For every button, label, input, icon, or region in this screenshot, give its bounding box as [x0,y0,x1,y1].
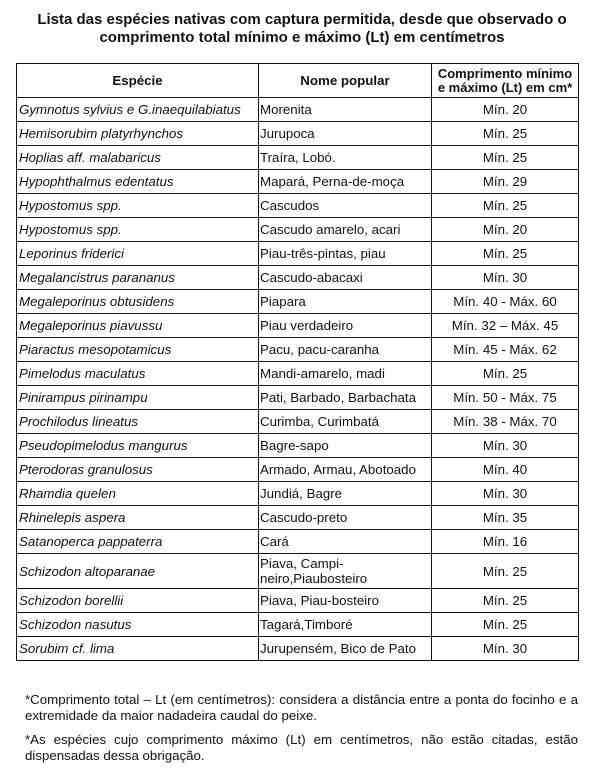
common-name-cell: Curimba, Curimbatá [259,410,432,434]
common-name-cell: Piau-três-pintas, piau [259,242,432,266]
common-name-cell: Jurupensém, Bico de Pato [259,637,432,661]
table-row [17,266,579,290]
species-cell: Megaleporinus obtusidens [17,290,259,314]
species-cell: Leporinus friderici [17,242,259,266]
table-row [17,242,579,266]
footnote-exemption: *As espécies cujo comprimento máximo (Lt) em centímetros, não estão citadas, estão dispensadas dessa obrigação. [25,732,578,763]
species-cell: Rhamdia quelen [17,482,259,506]
common-name-cell: Cará [259,530,432,554]
common-name-cell: Piava, Piau-bosteiro [259,589,432,613]
table-row [17,482,579,506]
species-cell: Hypostomus spp. [17,194,259,218]
header-common-name: Nome popular [259,64,432,98]
species-cell: Satanoperca pappaterra [17,530,259,554]
table-row [17,613,579,637]
species-cell: Piaractus mesopotamicus [17,338,259,362]
length-cell: Mín. 25 [432,589,579,613]
length-cell: Mín. 25 [432,194,579,218]
length-cell: Mín. 25 [432,242,579,266]
table-row [17,637,579,661]
table-row [17,218,579,242]
table-row [17,434,579,458]
length-cell: Mín. 30 [432,266,579,290]
table-row [17,338,579,362]
common-name-cell: Piapara [259,290,432,314]
header-length-line-2: e máximo (Lt) em cm* [437,79,573,95]
length-cell: Mín. 29 [432,170,579,194]
table-row [17,98,579,122]
common-name-cell: Tagará,Timboré [259,613,432,637]
species-cell: Hemisorubim platyrhynchos [17,122,259,146]
common-name-cell: Cascudos [259,194,432,218]
common-name-cell: Cascudo amarelo, acari [259,218,432,242]
footnotes [25,692,578,772]
common-name-line-2: neiro,Piaubosteiro [260,571,368,586]
common-name-cell [259,554,432,589]
length-cell: Mín. 45 - Máx. 62 [432,338,579,362]
common-name-cell: Traíra, Lobó. [259,146,432,170]
length-cell: Mín. 25 [432,146,579,170]
length-cell: Mín. 40 - Máx. 60 [432,290,579,314]
common-name-cell: Armado, Armau, Abotoado [259,458,432,482]
table-row [17,458,579,482]
header-length-line-1: Comprimento mínimo [437,65,573,81]
length-cell: Mín. 30 [432,637,579,661]
species-cell: Megalancistrus parananus [17,266,259,290]
species-cell: Schizodon nasutus [17,613,259,637]
length-cell: Mín. 30 [432,482,579,506]
common-name-line-1: Piava, Campi- [260,556,344,571]
species-cell: Prochilodus lineatus [17,410,259,434]
common-name-cell: Pati, Barbado, Barbachata [259,386,432,410]
table-row [17,530,579,554]
table-row [17,290,579,314]
common-name-cell: Mandi-amarelo, madi [259,362,432,386]
common-name-cell: Piau verdadeiro [259,314,432,338]
table-row [17,589,579,613]
table-header-row [17,64,579,98]
table-row [17,506,579,530]
document-title [0,11,604,47]
table-row [17,362,579,386]
species-cell: Hoplias aff. malabaricus [17,146,259,170]
common-name-cell: Mapará, Perna-de-moça [259,170,432,194]
species-cell: Pterodoras granulosus [17,458,259,482]
header-species: Espécie [17,64,259,98]
species-cell: Pseudopimelodus mangurus [17,434,259,458]
common-name-cell: Cascudo-abacaxi [259,266,432,290]
length-cell: Mín. 35 [432,506,579,530]
length-cell: Mín. 25 [432,362,579,386]
length-cell: Mín. 16 [432,530,579,554]
length-cell: Mín. 25 [432,122,579,146]
common-name-cell: Pacu, pacu-caranha [259,338,432,362]
title-line-1: Lista das espécies nativas com captura permitida, desde que observado o [37,11,567,28]
table-row [17,170,579,194]
length-cell: Mín. 25 [432,613,579,637]
length-cell: Mín. 30 [432,434,579,458]
length-cell: Mín. 20 [432,218,579,242]
title-line-2: comprimento total mínimo e máximo (Lt) em centímetros [99,29,505,46]
common-name-cell: Cascudo-preto [259,506,432,530]
length-cell: Mín. 40 [432,458,579,482]
common-name-cell: Jundiá, Bagre [259,482,432,506]
species-cell: Megaleporinus piavussu [17,314,259,338]
species-cell: Sorubim cf. lima [17,637,259,661]
common-name-cell: Jurupoca [259,122,432,146]
header-length [432,64,579,98]
footnote-total-length: *Comprimento total – Lt (em centímetros): considera a distância entre a ponta do focinho e a extremidade da maior nadadeira caudal do peixe. [25,692,578,723]
table-row [17,194,579,218]
length-cell: Mín. 38 - Máx. 70 [432,410,579,434]
species-cell: Schizodon borellii [17,589,259,613]
table-row [17,386,579,410]
common-name-cell: Morenita [259,98,432,122]
species-cell: Rhinelepis aspera [17,506,259,530]
species-cell: Schizodon altoparanae [17,554,259,589]
species-table [16,63,579,661]
length-cell: Mín. 25 [432,554,579,589]
length-cell: Mín. 50 - Máx. 75 [432,386,579,410]
length-cell: Mín. 20 [432,98,579,122]
common-name-cell: Bagre-sapo [259,434,432,458]
species-cell: Hypophthalmus edentatus [17,170,259,194]
species-cell: Hypostomus spp. [17,218,259,242]
species-cell: Pinirampus pirinampu [17,386,259,410]
species-cell: Gymnotus sylvius e G.inaequilabiatus [17,98,259,122]
table-row [17,146,579,170]
table-row [17,554,579,589]
species-cell: Pimelodus maculatus [17,362,259,386]
table-row [17,410,579,434]
length-cell: Mín. 32 – Máx. 45 [432,314,579,338]
table-row [17,122,579,146]
table-row [17,314,579,338]
